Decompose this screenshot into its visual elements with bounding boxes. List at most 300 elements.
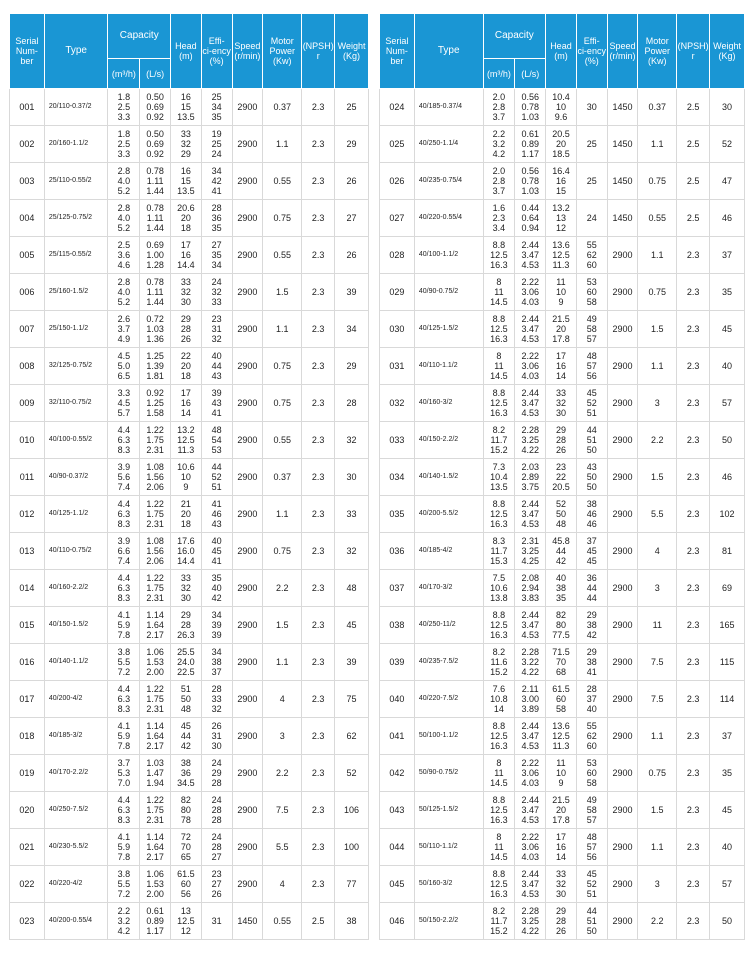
head-cell-value: 18.5 xyxy=(552,149,570,160)
capacity-ls-cell-value: 1.53 xyxy=(146,656,164,667)
efficiency-cell-value: 34 xyxy=(211,165,222,176)
npsh-cell: 2.3 xyxy=(302,311,335,348)
head-cell-value: 20 xyxy=(180,508,191,519)
efficiency-cell-value: 39 xyxy=(211,630,222,641)
efficiency-cell xyxy=(576,126,607,163)
head-cell-value: 11.3 xyxy=(552,741,570,752)
efficiency-cell xyxy=(576,755,607,792)
serial-cell: 026 xyxy=(380,163,415,200)
weight-cell: 81 xyxy=(710,533,745,570)
efficiency-cell-value: 58 xyxy=(586,804,597,815)
npsh-cell: 2.3 xyxy=(302,385,335,422)
capacity-ls-cell xyxy=(515,903,546,940)
capacity-ls-cell-value: 4.03 xyxy=(521,297,539,308)
capacity-ls-cell-value: 2.89 xyxy=(521,471,539,482)
table-row xyxy=(380,422,745,459)
npsh-cell: 2.3 xyxy=(677,348,710,385)
capacity-m3h-cell-value: 2.3 xyxy=(492,212,506,223)
motor-power-cell: 3 xyxy=(263,718,302,755)
head-cell-value: 21.5 xyxy=(552,794,570,805)
efficiency-cell xyxy=(576,385,607,422)
motor-power-cell: 2.2 xyxy=(638,422,677,459)
efficiency-cell xyxy=(576,533,607,570)
capacity-ls-cell xyxy=(515,496,546,533)
capacity-ls-cell-value: 2.22 xyxy=(521,350,539,361)
capacity-m3h-cell-value: 7.8 xyxy=(117,852,131,863)
speed-cell: 2900 xyxy=(607,829,638,866)
head-cell xyxy=(171,459,202,496)
capacity-ls-cell-value: 4.22 xyxy=(521,445,539,456)
motor-power-cell: 3 xyxy=(638,385,677,422)
capacity-m3h-cell-value: 2.8 xyxy=(117,202,131,213)
head-cell xyxy=(546,829,577,866)
type-cell: 50/125-1.5/2 xyxy=(414,792,483,829)
capacity-m3h-cell-value: 8.3 xyxy=(117,519,131,530)
head-cell-value: 14 xyxy=(555,371,566,382)
capacity-m3h-cell-value: 8.2 xyxy=(492,646,506,657)
capacity-ls-cell-value: 1.94 xyxy=(146,778,164,789)
head-cell-value: 80 xyxy=(180,804,191,815)
efficiency-cell-value: 35 xyxy=(211,249,222,260)
efficiency-cell xyxy=(576,607,607,644)
weight-cell: 40 xyxy=(710,829,745,866)
head-cell xyxy=(546,644,577,681)
capacity-ls-cell-value: 4.22 xyxy=(521,667,539,678)
type-cell: 32/110-0.75/2 xyxy=(44,385,108,422)
capacity-ls-cell-value: 2.44 xyxy=(521,387,539,398)
speed-cell: 1450 xyxy=(607,200,638,237)
efficiency-cell xyxy=(201,200,232,237)
capacity-ls-cell-value: 4.03 xyxy=(521,371,539,382)
serial-cell: 007 xyxy=(10,311,45,348)
capacity-m3h-cell-value: 3.4 xyxy=(492,223,506,234)
capacity-ls-cell-value: 1.28 xyxy=(146,260,164,271)
efficiency-cell-value: 40 xyxy=(211,535,222,546)
speed-cell: 2900 xyxy=(232,348,263,385)
motor-power-cell: 0.55 xyxy=(638,200,677,237)
capacity-m3h-cell-value: 11.7 xyxy=(490,545,508,556)
table-row xyxy=(380,681,745,718)
speed-cell: 2900 xyxy=(232,163,263,200)
table-row xyxy=(10,348,369,385)
capacity-m3h-cell-value: 4.1 xyxy=(117,609,131,620)
capacity-m3h-cell-value: 11.6 xyxy=(490,656,508,667)
efficiency-cell-value: 50 xyxy=(586,482,597,493)
capacity-ls-cell xyxy=(140,681,171,718)
capacity-ls-cell-value: 3.22 xyxy=(521,656,539,667)
motor-power-cell: 5.5 xyxy=(638,496,677,533)
head-cell-value: 10 xyxy=(555,286,566,297)
head-cell xyxy=(546,385,577,422)
head-cell xyxy=(546,89,577,126)
col-speed: Speed (r/min) xyxy=(232,14,263,89)
efficiency-cell-value: 57 xyxy=(586,815,597,826)
head-cell xyxy=(546,533,577,570)
capacity-m3h-cell-value: 2.8 xyxy=(492,175,506,186)
serial-cell: 036 xyxy=(380,533,415,570)
efficiency-cell-value: 56 xyxy=(586,852,597,863)
capacity-m3h-cell-value: 6.3 xyxy=(117,804,131,815)
capacity-ls-cell-value: 1.75 xyxy=(146,693,164,704)
serial-cell: 009 xyxy=(10,385,45,422)
capacity-ls-cell-value: 1.53 xyxy=(146,878,164,889)
col-capacity-ls: (L/s) xyxy=(140,59,171,89)
npsh-cell: 2.3 xyxy=(302,459,335,496)
efficiency-cell-value: 23 xyxy=(211,868,222,879)
capacity-ls-cell-value: 0.78 xyxy=(521,175,539,186)
speed-cell: 2900 xyxy=(232,385,263,422)
capacity-m3h-cell-value: 2.5 xyxy=(117,239,131,250)
capacity-m3h-cell-value: 5.9 xyxy=(117,730,131,741)
head-cell xyxy=(546,274,577,311)
head-cell-value: 61.5 xyxy=(177,868,195,879)
efficiency-cell-value: 51 xyxy=(586,434,597,445)
serial-cell: 006 xyxy=(10,274,45,311)
table-row xyxy=(380,311,745,348)
efficiency-cell xyxy=(576,311,607,348)
type-cell: 40/235-0.75/4 xyxy=(414,163,483,200)
efficiency-cell-value: 30 xyxy=(586,101,597,112)
capacity-ls-cell-value: 4.03 xyxy=(521,778,539,789)
motor-power-cell: 3 xyxy=(638,866,677,903)
motor-power-cell: 1.1 xyxy=(263,126,302,163)
speed-cell: 2900 xyxy=(607,644,638,681)
efficiency-cell xyxy=(201,422,232,459)
npsh-cell: 2.5 xyxy=(677,163,710,200)
speed-cell: 2900 xyxy=(232,718,263,755)
capacity-ls-cell-value: 1.03 xyxy=(521,186,539,197)
col-head: Head (m) xyxy=(171,14,202,89)
efficiency-cell-value: 39 xyxy=(211,619,222,630)
head-cell-value: 33 xyxy=(180,276,191,287)
speed-cell: 2900 xyxy=(232,237,263,274)
efficiency-cell-value: 35 xyxy=(211,223,222,234)
table-body-left xyxy=(10,89,369,940)
head-cell xyxy=(171,792,202,829)
efficiency-cell-value: 25 xyxy=(586,138,597,149)
serial-cell: 002 xyxy=(10,126,45,163)
head-cell-value: 40 xyxy=(555,572,566,583)
capacity-ls-cell-value: 0.78 xyxy=(521,101,539,112)
table-row xyxy=(10,200,369,237)
head-cell-value: 50 xyxy=(180,693,191,704)
capacity-m3h-cell-value: 3.2 xyxy=(492,138,506,149)
npsh-cell: 2.3 xyxy=(302,607,335,644)
capacity-ls-cell-value: 2.44 xyxy=(521,720,539,731)
capacity-m3h-cell-value: 16.3 xyxy=(490,741,508,752)
efficiency-cell xyxy=(201,385,232,422)
type-cell: 50/160-3/2 xyxy=(414,866,483,903)
type-cell: 50/150-2.2/2 xyxy=(414,903,483,940)
efficiency-cell-value: 36 xyxy=(586,572,597,583)
npsh-cell: 2.3 xyxy=(302,422,335,459)
motor-power-cell: 1.5 xyxy=(638,311,677,348)
npsh-cell: 2.3 xyxy=(302,866,335,903)
capacity-m3h-cell-value: 8.3 xyxy=(117,815,131,826)
head-cell-value: 32 xyxy=(555,397,566,408)
efficiency-cell xyxy=(201,607,232,644)
motor-power-cell: 1.1 xyxy=(638,829,677,866)
head-cell-value: 20.6 xyxy=(177,202,195,213)
efficiency-cell-value: 41 xyxy=(586,667,597,678)
capacity-ls-cell-value: 4.53 xyxy=(521,741,539,752)
efficiency-cell-value: 46 xyxy=(586,519,597,530)
speed-cell: 2900 xyxy=(607,718,638,755)
capacity-ls-cell-value: 1.36 xyxy=(146,334,164,345)
weight-cell: 29 xyxy=(335,126,369,163)
capacity-ls-cell xyxy=(140,644,171,681)
efficiency-cell xyxy=(576,792,607,829)
capacity-m3h-cell-value: 3.3 xyxy=(117,387,131,398)
capacity-m3h-cell xyxy=(108,311,140,348)
head-cell-value: 33 xyxy=(180,128,191,139)
speed-cell: 2900 xyxy=(607,681,638,718)
capacity-ls-cell-value: 3.25 xyxy=(521,915,539,926)
motor-power-cell: 0.55 xyxy=(263,903,302,940)
speed-cell: 2900 xyxy=(232,681,263,718)
capacity-ls-cell-value: 3.47 xyxy=(521,730,539,741)
speed-cell: 2900 xyxy=(607,755,638,792)
serial-cell: 044 xyxy=(380,829,415,866)
speed-cell: 2900 xyxy=(607,348,638,385)
efficiency-cell xyxy=(576,422,607,459)
capacity-m3h-cell xyxy=(108,681,140,718)
efficiency-cell-value: 29 xyxy=(586,609,597,620)
head-cell-value: 10.6 xyxy=(177,461,195,472)
capacity-ls-cell-value: 2.22 xyxy=(521,276,539,287)
weight-cell: 37 xyxy=(710,237,745,274)
npsh-cell: 2.3 xyxy=(677,237,710,274)
speed-cell: 2900 xyxy=(607,496,638,533)
serial-cell: 038 xyxy=(380,607,415,644)
capacity-m3h-cell-value: 2.8 xyxy=(117,276,131,287)
efficiency-cell-value: 37 xyxy=(586,535,597,546)
capacity-m3h-cell-value: 12.5 xyxy=(490,397,508,408)
col-weight: Weight (Kg) xyxy=(335,14,369,89)
capacity-ls-cell-value: 4.53 xyxy=(521,815,539,826)
head-cell-value: 51 xyxy=(180,683,191,694)
capacity-ls-cell-value: 4.25 xyxy=(521,556,539,567)
head-cell xyxy=(171,126,202,163)
capacity-m3h-cell-value: 5.5 xyxy=(117,656,131,667)
head-cell xyxy=(171,718,202,755)
col-serial: Serial Num- ber xyxy=(380,14,415,89)
capacity-ls-cell-value: 1.75 xyxy=(146,434,164,445)
npsh-cell: 2.3 xyxy=(677,607,710,644)
head-cell-value: 29 xyxy=(180,149,191,160)
efficiency-cell-value: 52 xyxy=(211,471,222,482)
efficiency-cell-value: 31 xyxy=(211,323,222,334)
head-cell-value: 11.3 xyxy=(177,445,195,456)
head-cell-value: 38 xyxy=(555,582,566,593)
capacity-ls-cell xyxy=(515,718,546,755)
speed-cell: 2900 xyxy=(232,570,263,607)
type-cell: 40/100-0.55/2 xyxy=(44,422,108,459)
capacity-ls-cell-value: 3.06 xyxy=(521,767,539,778)
capacity-m3h-cell-value: 5.7 xyxy=(117,408,131,419)
efficiency-cell xyxy=(201,755,232,792)
serial-cell: 040 xyxy=(380,681,415,718)
serial-cell: 013 xyxy=(10,533,45,570)
efficiency-cell-value: 35 xyxy=(211,572,222,583)
efficiency-cell-value: 34 xyxy=(211,260,222,271)
efficiency-cell-value: 27 xyxy=(211,852,222,863)
speed-cell: 2900 xyxy=(232,644,263,681)
head-cell-value: 20.5 xyxy=(552,128,570,139)
efficiency-cell-value: 42 xyxy=(211,175,222,186)
capacity-m3h-cell-value: 2.5 xyxy=(117,138,131,149)
capacity-ls-cell-value: 3.47 xyxy=(521,804,539,815)
npsh-cell: 2.3 xyxy=(302,755,335,792)
head-cell-value: 12.5 xyxy=(177,915,195,926)
capacity-m3h-cell-value: 1.6 xyxy=(492,202,506,213)
head-cell-value: 48 xyxy=(180,704,191,715)
efficiency-cell-value: 39 xyxy=(211,387,222,398)
efficiency-cell-value: 51 xyxy=(211,482,222,493)
serial-cell: 001 xyxy=(10,89,45,126)
serial-cell: 039 xyxy=(380,644,415,681)
capacity-m3h-cell-value: 5.5 xyxy=(117,878,131,889)
type-cell: 40/185-0.37/4 xyxy=(414,89,483,126)
capacity-ls-cell-value: 1.17 xyxy=(521,149,539,160)
head-cell-value: 29 xyxy=(180,609,191,620)
capacity-m3h-cell-value: 7.2 xyxy=(117,889,131,900)
head-cell-value: 11.3 xyxy=(552,260,570,271)
capacity-ls-cell-value: 1.03 xyxy=(146,323,164,334)
capacity-ls-cell-value: 1.64 xyxy=(146,730,164,741)
serial-cell: 017 xyxy=(10,681,45,718)
motor-power-cell: 1.5 xyxy=(638,459,677,496)
head-cell-value: 82 xyxy=(180,794,191,805)
head-cell-value: 21.5 xyxy=(552,313,570,324)
head-cell-value: 16 xyxy=(180,397,191,408)
npsh-cell: 2.3 xyxy=(302,644,335,681)
capacity-m3h-cell-value: 7.2 xyxy=(117,667,131,678)
table-row xyxy=(10,89,369,126)
table-row xyxy=(380,570,745,607)
efficiency-cell xyxy=(576,89,607,126)
head-cell xyxy=(546,163,577,200)
col-npsh: (NPSH) r xyxy=(302,14,335,89)
capacity-ls-cell-value: 1.64 xyxy=(146,619,164,630)
capacity-m3h-cell xyxy=(483,126,515,163)
head-cell-value: 15 xyxy=(180,175,191,186)
head-cell-value: 14.4 xyxy=(177,556,195,567)
head-cell-value: 12 xyxy=(180,926,191,937)
speed-cell: 2900 xyxy=(607,237,638,274)
table-row xyxy=(10,718,369,755)
capacity-ls-cell-value: 2.28 xyxy=(521,905,539,916)
capacity-ls-cell-value: 1.56 xyxy=(146,471,164,482)
head-cell xyxy=(171,385,202,422)
capacity-ls-cell-value: 2.31 xyxy=(146,815,164,826)
type-cell: 25/150-1.1/2 xyxy=(44,311,108,348)
serial-cell: 041 xyxy=(380,718,415,755)
capacity-m3h-cell xyxy=(483,89,515,126)
efficiency-cell-value: 55 xyxy=(586,239,597,250)
capacity-ls-cell xyxy=(140,348,171,385)
head-cell-value: 33 xyxy=(180,572,191,583)
capacity-ls-cell xyxy=(140,570,171,607)
capacity-m3h-cell-value: 11.7 xyxy=(490,434,508,445)
head-cell xyxy=(546,866,577,903)
capacity-ls-cell-value: 0.89 xyxy=(521,138,539,149)
serial-cell: 023 xyxy=(10,903,45,940)
capacity-m3h-cell-value: 5.2 xyxy=(117,223,131,234)
weight-cell: 29 xyxy=(335,348,369,385)
capacity-ls-cell xyxy=(515,274,546,311)
head-cell-value: 60 xyxy=(180,878,191,889)
efficiency-cell-value: 43 xyxy=(211,397,222,408)
weight-cell: 114 xyxy=(710,681,745,718)
capacity-ls-cell-value: 2.17 xyxy=(146,852,164,863)
capacity-m3h-cell-value: 16.3 xyxy=(490,519,508,530)
capacity-m3h-cell-value: 8.2 xyxy=(492,905,506,916)
table-row xyxy=(10,755,369,792)
capacity-ls-cell-value: 3.47 xyxy=(521,397,539,408)
serial-cell: 003 xyxy=(10,163,45,200)
npsh-cell: 2.3 xyxy=(677,274,710,311)
capacity-ls-cell-value: 0.44 xyxy=(521,202,539,213)
table-row xyxy=(10,496,369,533)
capacity-ls-cell xyxy=(140,311,171,348)
capacity-m3h-cell-value: 3.7 xyxy=(117,757,131,768)
capacity-ls-cell-value: 4.53 xyxy=(521,260,539,271)
capacity-ls-cell-value: 1.58 xyxy=(146,408,164,419)
table-row xyxy=(10,829,369,866)
efficiency-cell xyxy=(576,644,607,681)
head-cell-value: 26 xyxy=(180,334,191,345)
efficiency-cell xyxy=(201,829,232,866)
type-cell: 40/235-7.5/2 xyxy=(414,644,483,681)
efficiency-cell xyxy=(576,237,607,274)
capacity-m3h-cell-value: 7.3 xyxy=(492,461,506,472)
head-cell-value: 10.4 xyxy=(552,91,570,102)
speed-cell: 2900 xyxy=(232,866,263,903)
capacity-ls-cell xyxy=(140,496,171,533)
efficiency-cell xyxy=(201,903,232,940)
efficiency-cell-value: 53 xyxy=(586,757,597,768)
head-cell-value: 10 xyxy=(555,101,566,112)
motor-power-cell: 0.75 xyxy=(263,533,302,570)
capacity-ls-cell-value: 0.72 xyxy=(146,313,164,324)
capacity-m3h-cell xyxy=(483,903,515,940)
capacity-m3h-cell-value: 4.0 xyxy=(117,212,131,223)
capacity-m3h-cell xyxy=(483,755,515,792)
serial-cell: 027 xyxy=(380,200,415,237)
type-cell: 40/200-5.5/2 xyxy=(414,496,483,533)
capacity-m3h-cell xyxy=(483,237,515,274)
efficiency-cell xyxy=(201,459,232,496)
weight-cell: 30 xyxy=(710,89,745,126)
head-cell-value: 30 xyxy=(555,408,566,419)
capacity-ls-cell-value: 2.28 xyxy=(521,424,539,435)
table-row xyxy=(380,348,745,385)
efficiency-cell-value: 48 xyxy=(211,424,222,435)
motor-power-cell: 1.5 xyxy=(638,792,677,829)
capacity-m3h-cell-value: 3.9 xyxy=(117,535,131,546)
serial-cell: 022 xyxy=(10,866,45,903)
efficiency-cell-value: 58 xyxy=(586,323,597,334)
capacity-m3h-cell-value: 2.2 xyxy=(117,905,131,916)
head-cell-value: 61.5 xyxy=(552,683,570,694)
efficiency-cell-value: 58 xyxy=(586,297,597,308)
capacity-ls-cell-value: 3.47 xyxy=(521,249,539,260)
head-cell-value: 9 xyxy=(558,297,564,308)
capacity-m3h-cell xyxy=(108,718,140,755)
table-row xyxy=(380,792,745,829)
head-cell-value: 60 xyxy=(555,693,566,704)
